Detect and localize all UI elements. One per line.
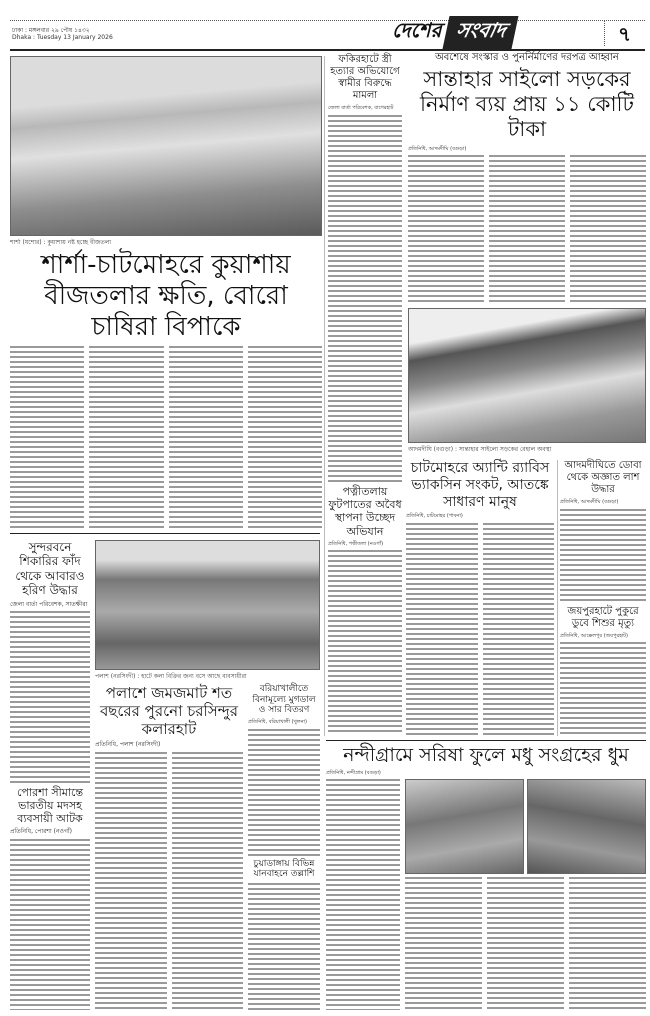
article-body [10, 839, 90, 1010]
byline: জেলা বার্তা পরিবেশক, সাতক্ষীরা [10, 600, 88, 608]
masthead-right: সংবাদ [442, 16, 518, 49]
article-body [248, 729, 320, 856]
headline-bariakhali: বরিয়াখালীতে বিনামূল্যে মুগডাল ও সার বিতরণ [252, 683, 316, 716]
photo-caption: শার্শা (যশোর) : কুয়াশায় নষ্ট হচ্ছে বীজতলা [10, 239, 112, 246]
article-body [248, 883, 320, 1010]
article-body [560, 642, 646, 736]
article-body [405, 877, 482, 1010]
honey-photo-2 [527, 779, 646, 874]
byline: প্রতিনিধি, পত্নীতলা (নওগাঁ) [328, 540, 384, 547]
section-masthead [392, 18, 515, 46]
seedbed-photo [10, 56, 322, 236]
santahar-story [408, 52, 646, 454]
column-rule [557, 460, 558, 736]
headline-sundarban: সুন্দরবনে শিকারির ফাঁদ থেকে আবারও হরিণ উদ্ধার [15, 540, 85, 598]
headline-palash: পলাশে জমজমাট শত বছরের পুরনো চরসিন্দুর কলারহাট [99, 683, 239, 738]
headline-nandigram: নন্দীগ্রামে সরিষা ফুলে মধু সংগ্রহের ধুম [343, 744, 629, 766]
byline: প্রতিনিধি, বরিয়াখালী (খুলনা) [248, 719, 307, 726]
article-body [328, 115, 402, 483]
header-rule [10, 49, 645, 51]
side-briefs [248, 684, 320, 1010]
headline-chuadanga: চুয়াডাঙ্গায় বিভিন্ন যানবাহনে তল্লাশি [253, 858, 315, 880]
divider [326, 740, 646, 741]
byline: প্রতিনিধি, আদমদীঘি (বগুড়া) [408, 145, 467, 152]
date-english: Dhaka : Tuesday 13 January 2026 [12, 34, 113, 41]
byline: জেলা বার্তা পরিবেশক, বাগেরহাট [328, 105, 394, 111]
headline-chatmohar: চাটমোহরে অ্যান্টি র‍্যাবিস ভ্যাকসিন সংকট, আতঙ্কে সাধারণ মানুষ [410, 460, 550, 510]
byline: প্রতিনিধি, নন্দীগ্রাম (বগুড়া) [326, 769, 381, 776]
road-photo [408, 308, 646, 443]
headline-patnitala: পত্নীতলায় ফুটপাতের অবৈধ স্থাপনা উচ্ছেদ অভিযান [328, 485, 402, 538]
article-body [570, 155, 646, 305]
article-body [487, 877, 564, 1010]
byline: প্রতিনিধি, পোরশা (নওগাঁ) [10, 828, 72, 836]
right-briefs [560, 460, 646, 736]
article-body [569, 877, 646, 1010]
headline-adamdighi: আদমদীঘিতে ডোবা থেকে অজ্ঞাত লাশ উদ্ধার [564, 460, 642, 495]
chatmohar-story [406, 460, 554, 736]
headline-santahar: সান্তাহার সাইলো সড়কের নির্মাণ ব্যয় প্রায় ১১ কোটি টাকা [420, 67, 634, 142]
byline: প্রতিনিধি, পলাশ (নরসিংদী) [95, 740, 161, 748]
header-dotted-rule [10, 20, 645, 21]
article-body [248, 346, 322, 528]
article-body [10, 611, 90, 782]
page-number-divider [604, 20, 605, 46]
banana-market-photo [95, 540, 320, 670]
headline-joypurhat: জয়পুরহাটে পুকুরে ডুবে শিশুর মৃত্যু [567, 605, 639, 629]
nandigram-right [405, 779, 646, 1010]
nandigram-story [326, 744, 646, 1010]
article-body [172, 752, 244, 1010]
palash-story [95, 684, 243, 1010]
article-body [95, 752, 167, 1010]
sharsha-story [10, 56, 322, 528]
article-body [560, 509, 646, 603]
column-rule [324, 56, 325, 736]
palash-section [95, 540, 320, 1010]
byline: প্রতিনিধি, আক্কেলপুর (জয়পুরহাট) [560, 632, 628, 639]
masthead-left: দেশের [392, 17, 442, 42]
article-body [89, 346, 163, 528]
article-body [326, 779, 400, 1010]
photo-caption: পলাশ (নরসিংদী) : হাটে কলা বিক্রির জন্য বসে আছে ব্যবসায়ীরা [95, 673, 247, 680]
article-body [406, 523, 478, 736]
page-number: ৭ [618, 22, 632, 46]
fakirhat-column [328, 54, 402, 734]
article-body [169, 346, 243, 528]
article-body [328, 550, 402, 734]
honey-photo-1 [405, 779, 524, 874]
byline: প্রতিনিধি, চাটমোহর (পাবনা) [406, 513, 463, 520]
left-column [10, 540, 90, 1010]
date-bangla: ঢাকা : মঙ্গলবার ২৯ পৌষ ১৪৩২ [12, 27, 90, 34]
headline-fakirhat: ফকিরহাটে স্ত্রী হত্যার অভিযোগে স্বামীর বিরুদ্ধে মামলা [330, 54, 400, 101]
article-body [10, 346, 84, 528]
article-body [408, 155, 484, 305]
photo-row [405, 779, 646, 874]
article-body [483, 523, 555, 736]
photo-caption: আদমদীঘি (বগুড়া) : সান্তাহার সাইলো সড়কের বেহাল অবস্থা [408, 446, 552, 454]
kicker-santahar: অবশেষে সংস্কার ও পুনর্নির্মাণের দরপত্র আহ্বান [435, 52, 619, 63]
headline-porsha: পোরশা সীমান্তে ভারতীয় মদসহ ব্যবসায়ী আটক [16, 785, 84, 825]
article-body [489, 155, 565, 305]
headline-sharsha: শার্শা-চাটমোহরে কুয়াশায় বীজতলার ক্ষতি, বোরো চাষিরা বিপাকে [41, 249, 291, 343]
byline: প্রতিনিধি, আদমদীঘি (বগুড়া) [560, 499, 619, 505]
divider [10, 533, 320, 534]
